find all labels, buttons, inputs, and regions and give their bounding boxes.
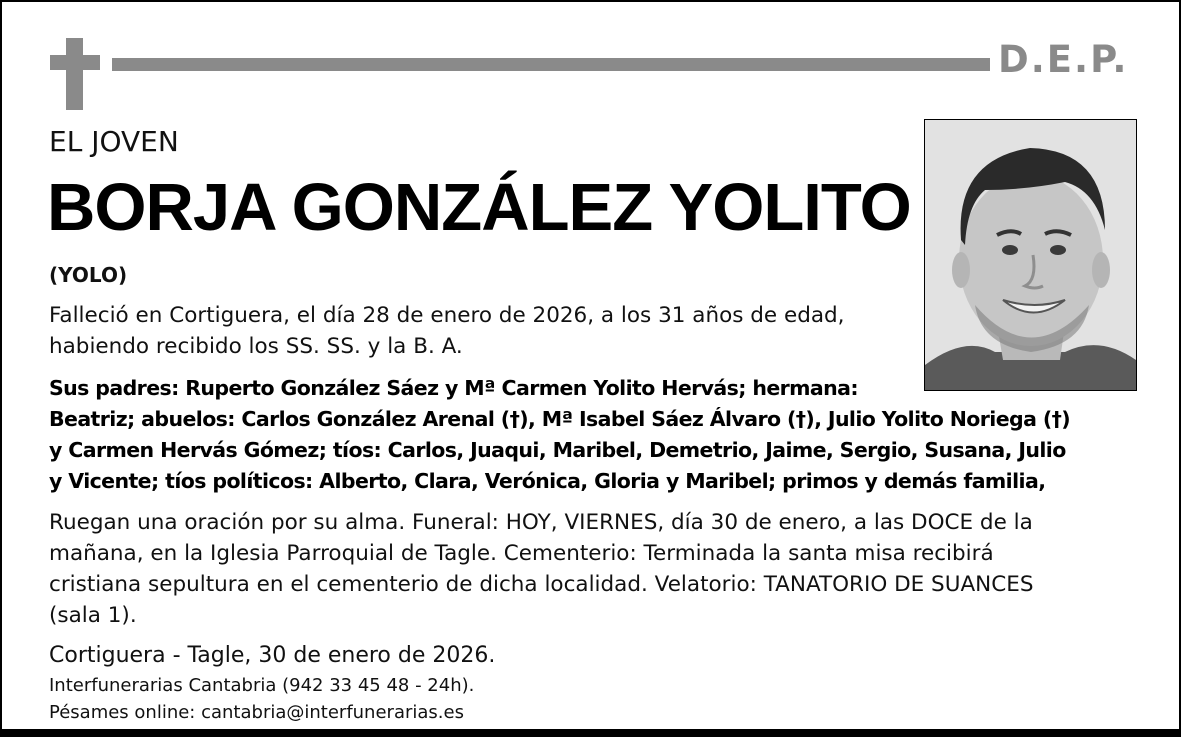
funeral-line: cristiana sepultura en el cementerio de dicha localidad. Velatorio: TANATORIO DE SUANCES (49, 572, 1034, 597)
death-line: Falleció en Cortiguera, el día 28 de enero de 2026, a los 31 años de edad, (49, 303, 845, 328)
contact-info (49, 672, 474, 726)
contact-phone: Interfunerarias Cantabria (942 33 45 48 - 24h). (49, 675, 475, 696)
contact-email: Pésames online: cantabria@interfunerarias.es (49, 702, 464, 723)
dep-label: D.E.P. (998, 38, 1129, 81)
death-line: habiendo recibido los SS. SS. y la B. A. (49, 334, 463, 359)
deceased-prefix: EL JOVEN (49, 125, 179, 158)
family-line: y Carmen Hervás Gómez; tíos: Carlos, Juaqui, Maribel, Demetrio, Jaime, Sergio, Susana, Julio (49, 438, 1066, 462)
family-line: Beatriz; abuelos: Carlos González Arenal (†), Mª Isabel Sáez Álvaro (†), Julio Yolito Noriega (†) (49, 407, 1071, 431)
deceased-nickname: (YOLO) (49, 263, 128, 287)
funeral-line: (sala 1). (49, 603, 137, 628)
place-date: Cortiguera - Tagle, 30 de enero de 2026. (49, 643, 496, 668)
deceased-name: BORJA GONZÁLEZ YOLITO (47, 170, 911, 245)
funeral-details (49, 507, 1033, 631)
family-line: Sus padres: Ruperto González Sáez y Mª Carmen Yolito Hervás; hermana: (49, 376, 858, 400)
family-list (49, 373, 1070, 497)
funeral-line: mañana, en la Iglesia Parroquial de Tagle. Cementerio: Terminada la santa misa recibirá (49, 541, 994, 566)
funeral-line: Ruegan una oración por su alma. Funeral: HOY, VIERNES, día 30 de enero, a las DOCE de la (49, 510, 1033, 535)
family-line: y Vicente; tíos políticos: Alberto, Clara, Verónica, Gloria y Maribel; primos y demás familia, (49, 469, 1046, 493)
header-rule (112, 58, 990, 71)
portrait-photo (924, 119, 1137, 391)
death-details (49, 300, 845, 362)
cross-icon (50, 38, 100, 110)
